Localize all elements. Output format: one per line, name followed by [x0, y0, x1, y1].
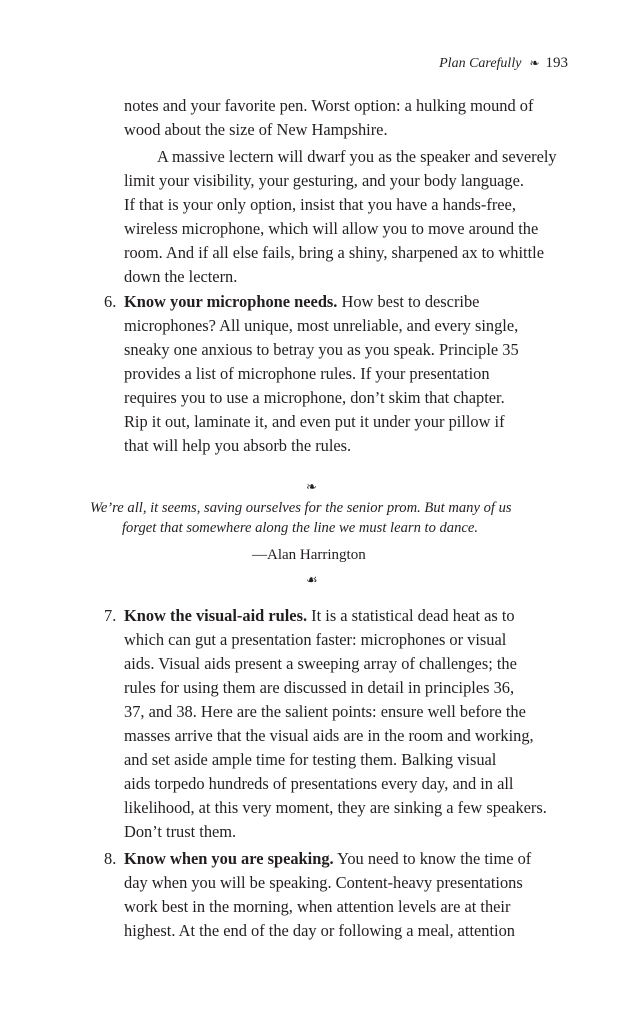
list-item-lead: Know the visual-aid rules. — [124, 606, 308, 625]
body-line: A massive lectern will dwarf you as the speaker and severely — [157, 147, 557, 166]
body-line: room. And if all else fails, bring a shiny, sharpened ax to whittle — [124, 243, 544, 262]
epigraph-attribution: —Alan Harrington — [252, 547, 366, 563]
body-line: limit your visibility, your gesturing, and your body language. — [124, 171, 525, 190]
list-item-first-line — [124, 604, 515, 628]
body-line: wireless microphone, which will allow you to move around the — [124, 219, 539, 238]
body-line: rules for using them are discussed in detail in principles 36, — [124, 678, 515, 697]
body-line: requires you to use a microphone, don’t skim that chapter. — [124, 388, 505, 407]
body-line: wood about the size of New Hampshire. — [124, 120, 388, 139]
body-line: 37, and 38. Here are the salient points: ensure well before the — [124, 702, 526, 721]
epigraph-quote-line: forget that somewhere along the line we must learn to dance. — [122, 520, 479, 536]
list-item-text: How best to describe — [337, 292, 480, 311]
list-item-text: You need to know the time of — [333, 849, 532, 868]
list-item-text: It is a statistical dead heat as to — [307, 606, 515, 625]
body-line: notes and your favorite pen. Worst option: a hulking mound of — [124, 96, 534, 115]
page-number: 193 — [545, 55, 568, 71]
body-line: highest. At the end of the day or following a meal, attention — [124, 921, 516, 940]
body-line: aids torpedo hundreds of presentations every day, and in all — [124, 774, 514, 793]
list-item-lead: Know when you are speaking. — [124, 849, 334, 868]
list-item-first-line — [124, 847, 531, 871]
body-line: down the lectern. — [124, 267, 238, 286]
body-line: sneaky one anxious to betray you as you speak. Principle 35 — [124, 340, 519, 359]
body-line: microphones? All unique, most unreliable, and every single, — [124, 316, 519, 335]
body-line: likelihood, at this very moment, they are sinking a few speakers. — [124, 798, 547, 817]
fleuron-icon: ☙ — [306, 572, 318, 587]
body-line: masses arrive that the visual aids are in the room and working, — [124, 726, 534, 745]
body-line: If that is your only option, insist that you have a hands-free, — [124, 195, 516, 214]
body-line: work best in the morning, when attention levels are at their — [124, 897, 511, 916]
body-line: day when you will be speaking. Content-heavy presentations — [124, 873, 523, 892]
running-head-title: Plan Carefully — [439, 56, 522, 71]
list-item-first-line — [124, 290, 479, 314]
body-line: provides a list of microphone rules. If your presentation — [124, 364, 490, 383]
body-line: aids. Visual aids present a sweeping array of challenges; the — [124, 654, 517, 673]
list-item-number: 8. — [104, 849, 117, 868]
list-item-lead: Know your microphone needs. — [124, 292, 338, 311]
list-item-number: 6. — [104, 292, 117, 311]
fleuron-icon: ❧ — [306, 479, 317, 494]
body-line: which can gut a presentation faster: microphones or visual — [124, 630, 507, 649]
fleuron-icon: ❧ — [529, 56, 540, 70]
body-line: Rip it out, laminate it, and even put it under your pillow if — [124, 412, 505, 431]
epigraph-quote-line: We’re all, it seems, saving ourselves for the senior prom. But many of us — [90, 500, 512, 516]
body-line: and set aside ample time for testing them. Balking visual — [124, 750, 497, 769]
body-line: that will help you absorb the rules. — [124, 436, 352, 455]
running-head — [439, 55, 568, 72]
list-item-number: 7. — [104, 606, 117, 625]
body-line: Don’t trust them. — [124, 822, 237, 841]
